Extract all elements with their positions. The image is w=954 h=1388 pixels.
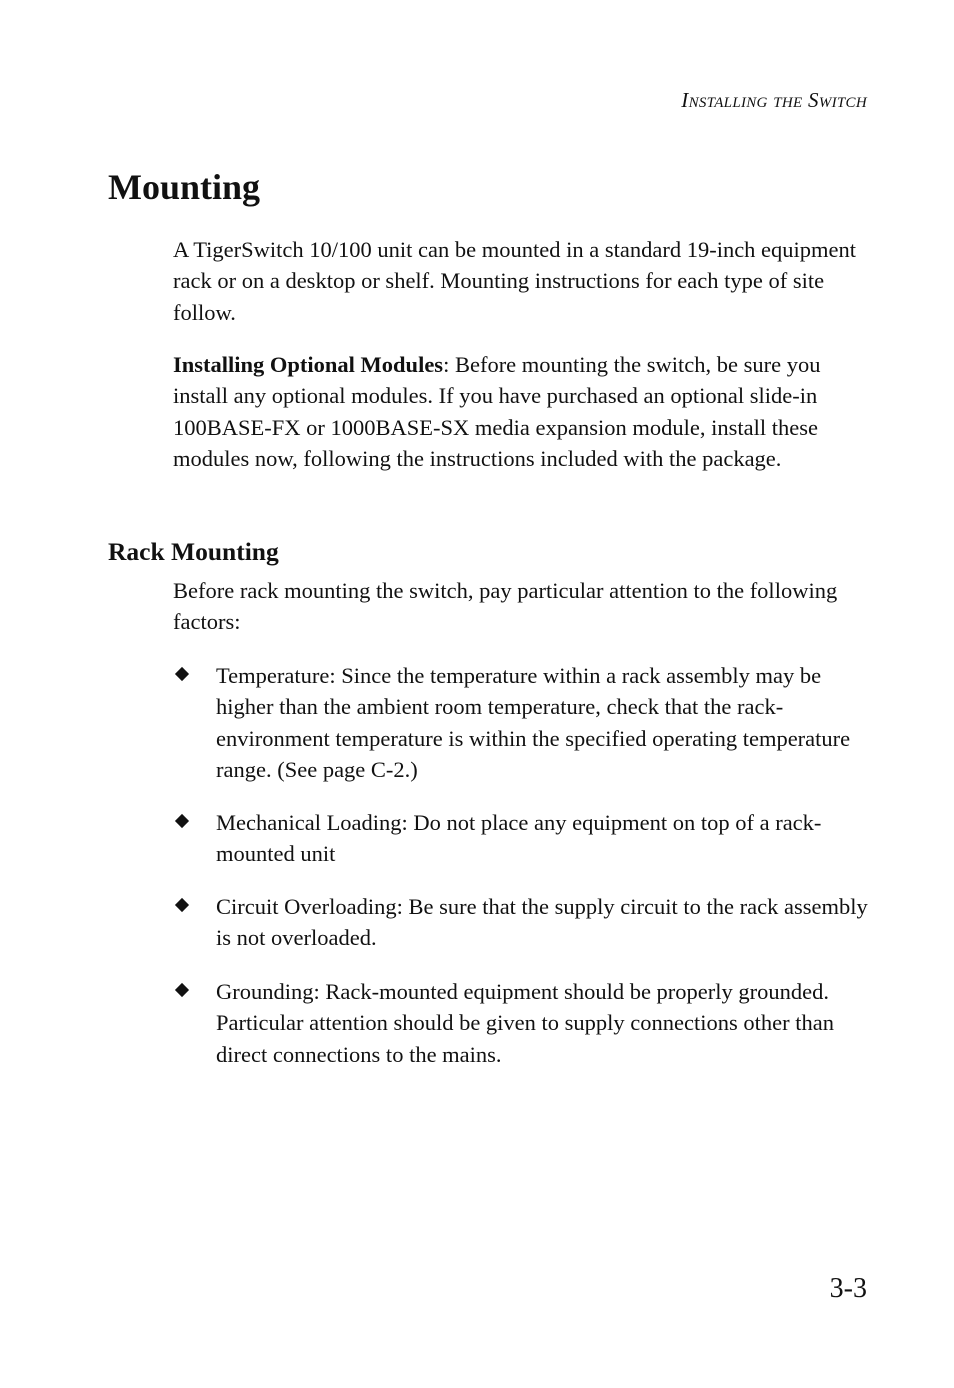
page-number: 3-3 xyxy=(829,1273,867,1304)
bullet-item-circuit-overloading xyxy=(173,891,873,954)
bullet-item-temperature xyxy=(173,660,873,785)
rack-mounting-intro-text: Before rack mounting the switch, pay particular attention to the following factors: xyxy=(173,578,838,635)
diamond-bullet-icon xyxy=(175,983,189,997)
diamond-bullet-icon xyxy=(175,667,189,681)
bullet-text: Mechanical Loading: Do not place any equipment on top of a rack-mounted unit xyxy=(216,810,822,867)
optional-modules-paragraph xyxy=(173,349,873,474)
running-header: Installing the Switch xyxy=(681,88,867,112)
intro-paragraph xyxy=(173,234,873,328)
optional-modules-text: : Before mounting the switch, be sure you install any optional modules. If you have purchased an optional slide-in 100BASE-FX or 1000BASE-SX media expansion module, install these modules now, following the instructions included with the package. xyxy=(173,352,821,471)
diamond-bullet-icon xyxy=(175,814,189,828)
bullet-text: Grounding: Rack-mounted equipment should be properly grounded. Particular attention should be given to supply connections other than direct connections to the mains. xyxy=(216,979,834,1067)
bullet-text: Circuit Overloading: Be sure that the supply circuit to the rack assembly is not overloaded. xyxy=(216,894,868,951)
page-title: Mounting xyxy=(108,167,261,207)
bullet-text: Temperature: Since the temperature within a rack assembly may be higher than the ambient room temperature, check that the rack-environment temperature is within the specified operating temperature range. (See page C-2.) xyxy=(216,663,851,782)
section-heading-rack-mounting: Rack Mounting xyxy=(108,537,279,566)
bullet-item-grounding xyxy=(173,976,873,1070)
diamond-bullet-icon xyxy=(175,898,189,912)
optional-modules-run-in: Installing Optional Modules xyxy=(173,352,444,377)
intro-text: A TigerSwitch 10/100 unit can be mounted in a standard 19-inch equipment rack or on a desktop or shelf. Mounting instructions for each type of site follow. xyxy=(173,237,857,325)
bullet-item-mechanical-loading xyxy=(173,807,873,870)
rack-mounting-intro xyxy=(173,575,873,638)
